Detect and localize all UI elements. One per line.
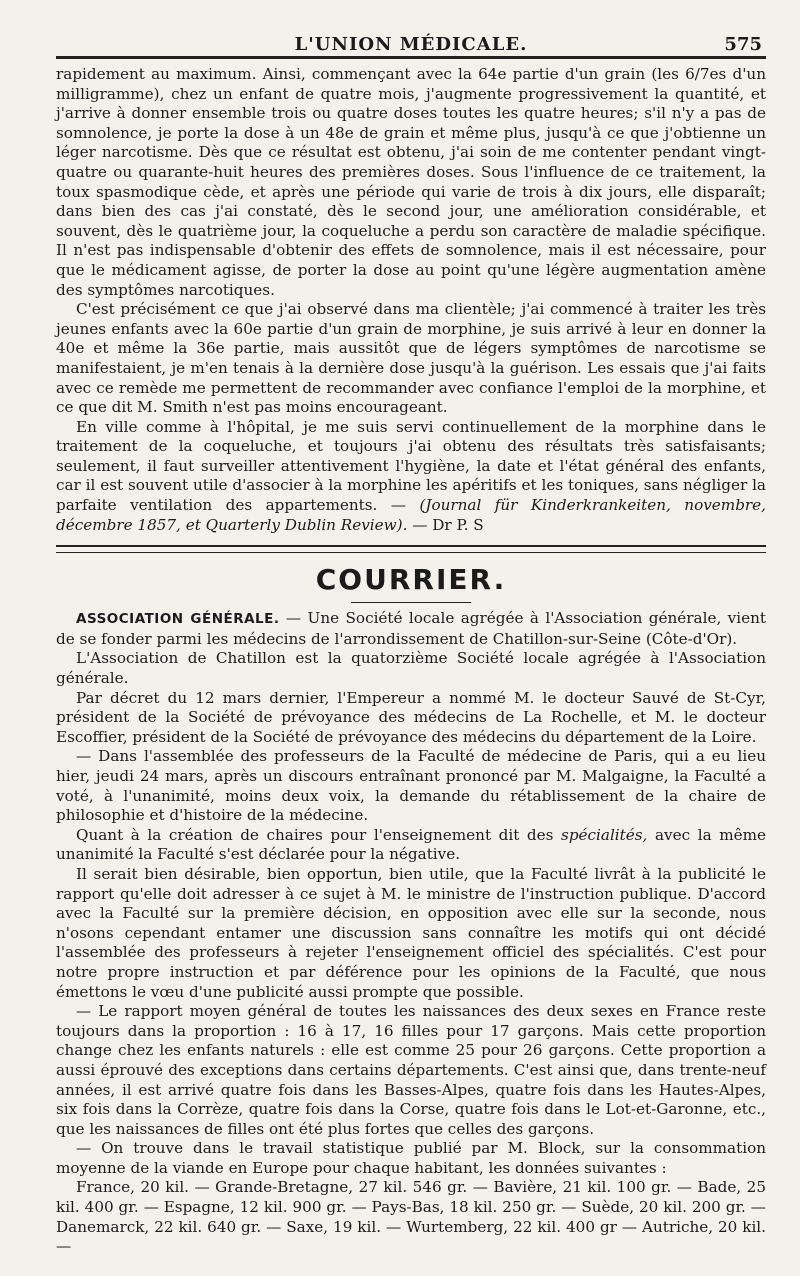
courrier-item-5-italic: spécialités, [561, 825, 648, 844]
citation: (Journal für Kinderkrankeiten, novembre, décembre 1857, et Quarterly Dublin Review). [56, 496, 766, 534]
journal-title: L'UNION MÉDICALE. [294, 34, 528, 55]
courrier-item-5 [56, 826, 766, 865]
article-paragraph-1: rapidement au maximum. Ainsi, commençant avec la 64e partie d'un grain (les 6/7es d'un milligramme), chez un enfant de quatre mois, j'augmente progressivement la quantité, et j'arrive à donner ensemble trois ou quatre doses toutes les quatre heures; s'il n'y a pas de somnolence, je porte la dose à un 48e de grain et même plus, jusqu'à ce que j'obtienne un léger narcotisme. Dès que ce résultat est obtenu, j'ai soin de me contenter pendant vingt-quatre ou quarante-huit heures des premières doses. Sous l'influence de ce traitement, la toux spasmodique cède, et après une période qui varie de trois à dix jours, elle disparaît; dans bien des cas j'ai constaté, dès le second jour, une amélioration considérable, et souvent, dès le quatrième jour, la coqueluche a perdu son caractère de maladie spécifique. Il n'est pas indispensable d'obtenir des effets de somnolence, mais il est nécessaire, pour que le médicament agisse, de porter la dose au point qu'une légère augmentation amène des symptômes narcotiques. [56, 65, 766, 299]
title-underline [351, 602, 471, 603]
courrier-item-5-b: avec la même unanimité la Faculté s'est déclarée pour la négative. [56, 825, 766, 864]
article-paragraph-3 [56, 418, 766, 536]
article-paragraph-3-text: En ville comme à l'hôpital, je me suis servi continuellement de la morphine dans le traitement de la coqueluche, et toujours j'ai obtenu des résultats très satisfaisants; seulement, il faut surveiller attentivement l'hygiène, la date et l'état général des enfants, car il est souvent utile d'associer à la morphine les apéritifs et les toniques, sans négliger la parfaite ventilation des appartements. — [56, 417, 766, 515]
courrier-item-3: Par décret du 12 mars dernier, l'Empereur a nommé M. le docteur Sauvé de St-Cyr, président de la Société de prévoyance des médecins de La Rochelle, et M. le docteur Escoffier, président de la Société de prévoyance des médecins du département de la Loire. [56, 688, 766, 746]
courrier-label: ASSOCIATION GÉNÉRALE. [76, 611, 280, 628]
courrier-item-4: — Dans l'assemblée des professeurs de la Faculté de médecine de Paris, qui a eu lieu hier, jeudi 24 mars, après un discours entraînant prononcé par M. Malgaigne, la Faculté a voté, à l'unanimité, moins deux voix, la demande du rétablissement de la chaire de philosophie et d'histoire de la médecine. [56, 747, 766, 825]
courrier-item-8: — On trouve dans le travail statistique publié par M. Block, sur la consommation moyenne de la viande en Europe pour chaque habitant, les données suivantes : [56, 1139, 766, 1177]
courrier-item-5-a: Quant à la création de chaires pour l'enseignement dit des [76, 825, 562, 844]
page-number: 575 [724, 34, 762, 55]
courrier-item-7: — Le rapport moyen général de toutes les naissances des deux sexes en France reste toujours dans la proportion : 16 à 17, 16 filles pour 17 garçons. Mais cette proportion change chez les enfants naturels : elle est comme 25 pour 26 garçons. Cette proportion a aussi éprouvé des exceptions dans certains départements. C'est ainsi que, dans trente-neuf années, il est arrivé quatre fois dans les Basses-Alpes, quatre fois dans les Hautes-Alpes, six fois dans la Corrèze, quatre fois dans la Corse, quatre fois dans le Lot-et-Garonne, etc., que les naissances de filles ont été plus fortes que celles des garçons. [56, 1002, 766, 1138]
section-divider [56, 545, 766, 553]
signature: — Dr P. S [407, 515, 484, 534]
section-title: COURRIER. [315, 563, 507, 597]
courrier-item-9: France, 20 kil. — Grande-Bretagne, 27 kil. 546 gr. — Bavière, 21 kil. 100 gr. — Bade, 25 kil. 400 gr. — Espagne, 12 kil. 900 gr. — Pays-Bas, 18 kil. 250 gr. — Suède, 20 kil. 200 gr. — Danemarck, 22 kil. 640 gr. — Saxe, 19 kil. — Wurtemberg, 22 kil. 400 gr — Autriche, 20 kil. — [56, 1178, 766, 1256]
header-rule [56, 56, 766, 59]
article-paragraph-2: C'est précisément ce que j'ai observé dans ma clientèle; j'ai commencé à traiter les très jeunes enfants avec la 60e partie d'un grain de morphine, je suis arrivé à leur en donner la 40e et même la 36e partie, mais aussitôt que de légers symptômes de narcotisme se manifestaient, je m'en tenais à la dernière dose jusqu'à la guérison. Les essais que j'ai faits avec ce remède me permettent de recommander avec confiance l'emploi de la morphine, et ce que dit M. Smith n'est pas moins encourageant. [56, 300, 766, 417]
courrier-item-2: L'Association de Chatillon est la quatorzième Société locale agrégée à l'Association générale. [56, 649, 766, 688]
courrier-item-6: Il serait bien désirable, bien opportun, bien utile, que la Faculté livrât à la publicité le rapport qu'elle doit adresser à ce sujet à M. le ministre de l'instruction publique. D'accord avec la Faculté sur la première décision, en opposition avec elle sur la seconde, nous n'osons cependant entamer une discussion sans connaître les motifs qui ont décidé l'assemblée des professeurs à rejeter l'enseignement officiel des spécialités. C'est pour notre propre instruction et par déférence pour les opinions de la Faculté, que nous émettons le vœu d'une publicité aussi prompte que possible. [56, 864, 766, 1001]
courrier-item-1-text: — Une Société locale agrégée à l'Association générale, vient de se fonder parmi les médecins de l'arrondissement de Chatillon-sur-Seine (Côte-d'Or). [56, 609, 766, 648]
running-head [56, 0, 766, 56]
courrier-item-1 [56, 609, 766, 649]
